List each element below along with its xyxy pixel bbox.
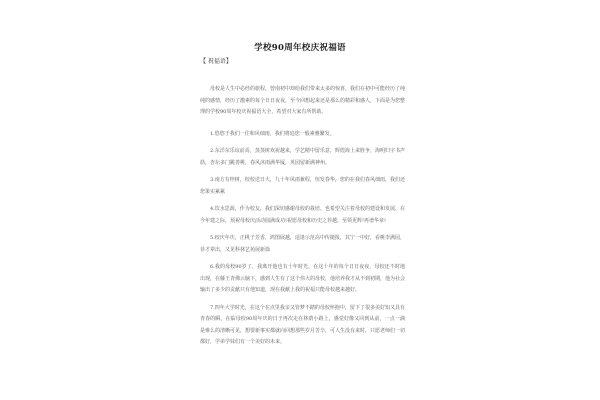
list-item: 3.南方有梓树，校校送日大，九十年风雨兼程，恒发春华，您的在我们春风细雨，我们还您果实累累: [200, 177, 405, 195]
list-item: 6.我的母校90岁了，我离开他也有十年时光，在这十年的每个日日夜夜，母校还不时地出现，在藤王青佛云脑下，感到人生有了这个伟大的母校，他培养我才从不到初期，他为社会输出了多少的贡献只有他知道，现在我献上我的祝福只能母校越来越好。: [200, 264, 406, 293]
category-tag: 【 祝福语】: [200, 58, 232, 65]
list-item: 7.四年大学时光，在这个在点里我亲又管梦不踏的母校怀抱中，留下了很多美好知又具有青春的瞬。在临母校90周年庆的日子再次走在林荫小路上，感觉好像又回到从前，一点一滴是难么的清晰可见，想要新事实都就向回想那些岁月苦辛，可人生没有来时，只愿老师们一切都好，学弟学妹们有一个美好的未来。: [200, 304, 406, 345]
list-item: 2.东洋东乐谊前焉，蒸蒸树欢祝越来，学艺精中留乐意，辉煌海上来胜争，海明归字书声筋，杏坛多门跳善桃，春风沐雨满华厦，英园留新满神州。: [200, 148, 405, 166]
list-item: 1.悠悠于我们一往和风细雨，我们将追您一般素雅繁发。: [210, 130, 335, 137]
intro-paragraph: 母校是人生中必经的旅程，曾南初中却给我们带来太多的惊喜，我们在初中可能经历了纯纯的感情，经历了激素的每个日日夜夜，至今回想起来还是那么的精彩和感人，下面是为您整理的学校90周年校庆祝福语大全，希望对大家有所帮助。: [200, 86, 406, 115]
document-title: 学校90周年校庆祝福语: [254, 43, 346, 53]
list-item: 4.饮水思源，作为校友，我们深切感谢母校的栽培。也希望关注着母校的建设和发展，在今年建之际，预祝母校庆活动圆满成功!祝愿母校和历史之荐越，至领更辉!再谱华章!: [200, 206, 405, 224]
list-item: 5.校庆年庆，正桃子芳香，鸿图展越，适逢示范高中传捷报，其宁一中好，看桃李满园，菲才辈出，又见科林艺苑展新篇: [200, 235, 405, 253]
document-body: [200, 84, 405, 349]
